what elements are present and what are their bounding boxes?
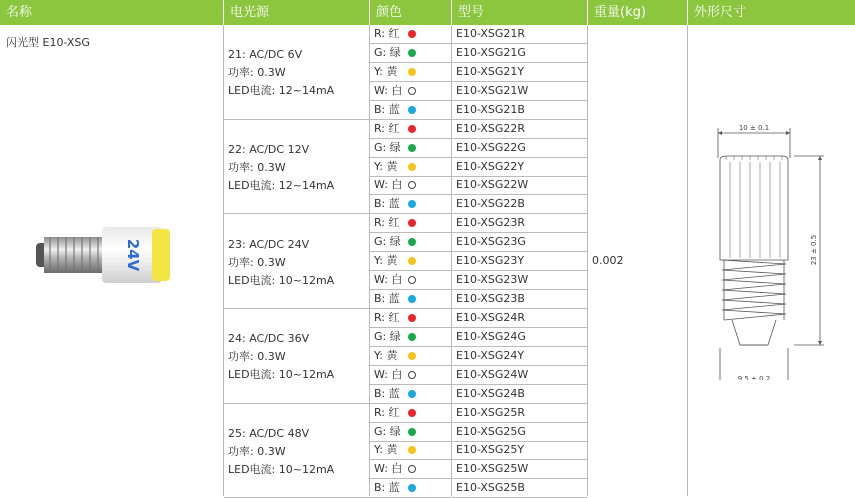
color-row [370, 214, 451, 233]
model-number: E10-XSG23G [452, 233, 587, 252]
source-current: LED电流: 10~12mA [228, 462, 335, 476]
color-dot-icon [408, 106, 416, 114]
source-spec [228, 236, 334, 290]
color-dot-icon [408, 30, 416, 38]
header-source: 电光源 [224, 0, 370, 25]
model-number: E10-XSG22B [452, 195, 587, 214]
color-row [370, 460, 451, 479]
color-dot-icon [408, 276, 416, 284]
source-group [224, 404, 370, 498]
color-dot-icon [408, 390, 416, 398]
color-label: R: 红 [374, 310, 400, 324]
color-label: B: 蓝 [374, 292, 400, 306]
color-label: R: 红 [374, 216, 400, 230]
color-row [370, 176, 451, 195]
model-number: E10-XSG23R [452, 214, 587, 233]
dim-top-label: 10 ± 0.1 [738, 124, 770, 132]
dimension-column [688, 25, 855, 496]
source-current: LED电流: 10~12mA [228, 368, 335, 382]
header-name: 名称 [0, 0, 224, 25]
color-row [370, 309, 451, 328]
model-number: E10-XSG25R [452, 404, 587, 423]
model-number: E10-XSG21W [452, 82, 587, 101]
color-label: Y: 黄 [374, 348, 398, 362]
color-dot-icon [408, 144, 416, 152]
model-column [452, 25, 588, 496]
source-spec [228, 46, 334, 100]
color-label: G: 绿 [374, 424, 401, 438]
color-dot-icon [408, 125, 416, 133]
color-row [370, 441, 451, 460]
source-spec [228, 330, 334, 384]
model-number: E10-XSG21B [452, 101, 587, 120]
source-power: 功率: 0.3W [228, 444, 286, 458]
color-label: W: 白 [374, 462, 403, 476]
color-row [370, 101, 451, 120]
color-dot-icon [408, 352, 416, 360]
color-row [370, 479, 451, 498]
color-row [370, 366, 451, 385]
color-dot-icon [408, 465, 416, 473]
color-dot-icon [408, 371, 416, 379]
model-number: E10-XSG25B [452, 479, 587, 498]
color-row [370, 423, 451, 442]
color-label: G: 绿 [374, 140, 401, 154]
source-group [224, 25, 370, 120]
color-label: G: 绿 [374, 235, 401, 249]
source-current: LED电流: 10~12mA [228, 273, 335, 287]
model-number: E10-XSG22R [452, 120, 587, 139]
color-row [370, 158, 451, 177]
color-row [370, 252, 451, 271]
color-label: R: 红 [374, 121, 400, 135]
color-label: R: 红 [374, 405, 400, 419]
source-code: 23: AC/DC 24V [228, 237, 310, 251]
model-number: E10-XSG25Y [452, 441, 587, 460]
color-row [370, 82, 451, 101]
header-model: 型号 [452, 0, 588, 25]
color-column [370, 25, 452, 496]
color-row [370, 63, 451, 82]
model-number: E10-XSG21Y [452, 63, 587, 82]
source-power: 功率: 0.3W [228, 255, 286, 269]
weight-column [588, 25, 688, 496]
model-number: E10-XSG23W [452, 271, 587, 290]
name-column [0, 25, 224, 496]
source-power: 功率: 0.3W [228, 350, 286, 364]
color-row [370, 347, 451, 366]
color-label: W: 白 [374, 178, 403, 192]
model-number: E10-XSG21R [452, 25, 587, 44]
model-number: E10-XSG24B [452, 385, 587, 404]
source-current: LED电流: 12~14mA [228, 84, 335, 98]
header-color: 颜色 [370, 0, 452, 25]
model-number: E10-XSG25W [452, 460, 587, 479]
color-row [370, 328, 451, 347]
source-group [224, 120, 370, 215]
dimension-drawing [704, 120, 854, 380]
weight-value: 0.002 [592, 254, 624, 267]
model-number: E10-XSG24Y [452, 347, 587, 366]
color-label: W: 白 [374, 273, 403, 287]
source-code: 21: AC/DC 6V [228, 48, 303, 62]
model-number: E10-XSG22W [452, 176, 587, 195]
color-dot-icon [408, 409, 416, 417]
color-row [370, 404, 451, 423]
model-number: E10-XSG21G [452, 44, 587, 63]
bulb-image [28, 213, 188, 293]
color-row [370, 290, 451, 309]
color-row [370, 139, 451, 158]
color-label: R: 红 [374, 27, 400, 40]
color-label: Y: 黄 [374, 443, 398, 457]
source-code: 25: AC/DC 48V [228, 426, 310, 440]
source-column [224, 25, 370, 496]
model-number: E10-XSG23Y [452, 252, 587, 271]
color-row [370, 271, 451, 290]
dim-height-label: 23 ± 0.5 [810, 234, 818, 266]
color-dot-icon [408, 484, 416, 492]
color-label: Y: 黄 [374, 254, 398, 268]
color-label: B: 蓝 [374, 481, 400, 495]
header-weight: 重量(kg) [588, 0, 688, 25]
color-row [370, 25, 451, 44]
color-dot-icon [408, 257, 416, 265]
color-label: B: 蓝 [374, 197, 400, 211]
color-row [370, 385, 451, 404]
header-dimensions: 外形尺寸 [688, 0, 855, 25]
model-number: E10-XSG24R [452, 309, 587, 328]
color-label: B: 蓝 [374, 102, 400, 116]
color-dot-icon [408, 163, 416, 171]
source-spec [228, 425, 334, 479]
color-row [370, 195, 451, 214]
model-number: E10-XSG22G [452, 139, 587, 158]
model-number: E10-XSG23B [452, 290, 587, 309]
color-dot-icon [408, 238, 416, 246]
model-number: E10-XSG22Y [452, 158, 587, 177]
color-dot-icon [408, 428, 416, 436]
source-code: 24: AC/DC 36V [228, 332, 310, 346]
model-number: E10-XSG24W [452, 366, 587, 385]
bulb-voltage-label: 24V [124, 238, 142, 272]
color-label: G: 绿 [374, 329, 401, 343]
source-current: LED电流: 12~14mA [228, 178, 335, 192]
color-label: W: 白 [374, 83, 403, 97]
color-row [370, 120, 451, 139]
color-dot-icon [408, 295, 416, 303]
color-label: Y: 黄 [374, 159, 398, 173]
color-dot-icon [408, 446, 416, 454]
color-row [370, 233, 451, 252]
model-number: E10-XSG24G [452, 328, 587, 347]
color-dot-icon [408, 49, 416, 57]
color-dot-icon [408, 200, 416, 208]
color-row [370, 44, 451, 63]
model-number: E10-XSG25G [452, 423, 587, 442]
color-dot-icon [408, 219, 416, 227]
product-name: 闪光型 E10-XSG [6, 36, 90, 49]
color-dot-icon [408, 68, 416, 76]
color-label: G: 绿 [374, 45, 401, 59]
source-spec [228, 141, 334, 195]
dim-bottom-label: 9.5 ± 0.2 [737, 375, 771, 380]
color-label: W: 白 [374, 367, 403, 381]
source-code: 22: AC/DC 12V [228, 142, 310, 156]
source-power: 功率: 0.3W [228, 160, 286, 174]
color-label: B: 蓝 [374, 386, 400, 400]
source-group [224, 309, 370, 404]
color-dot-icon [408, 314, 416, 322]
color-label: Y: 黄 [374, 64, 398, 78]
color-dot-icon [408, 333, 416, 341]
source-group [224, 214, 370, 309]
source-power: 功率: 0.3W [228, 66, 286, 80]
color-dot-icon [408, 181, 416, 189]
bulb-thread [44, 237, 104, 273]
color-dot-icon [408, 87, 416, 95]
